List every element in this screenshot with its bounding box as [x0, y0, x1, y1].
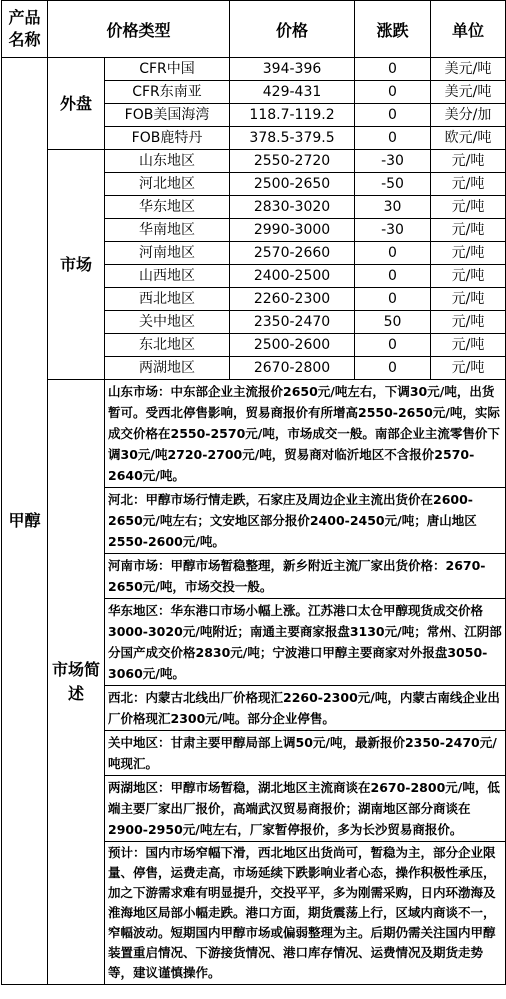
summary-paragraph: 河北：甲醇市场行情走跌，石家庄及周边企业主流出货价在2600-2650元/吨左右；文安地区部分报价2400-2450元/吨；唐山地区2550-2600元/吨。 — [105, 488, 506, 554]
row-unit: 美分/加 — [431, 104, 506, 127]
row-name: 关中地区 — [105, 311, 230, 334]
header-change: 涨跌 — [355, 1, 431, 58]
header-unit: 单位 — [431, 1, 506, 58]
row-price: 378.5-379.5 — [230, 127, 355, 150]
row-change: 0 — [355, 104, 431, 127]
table-row — [2, 150, 506, 173]
row-name: 华南地区 — [105, 219, 230, 242]
row-unit: 元/吨 — [431, 334, 506, 357]
row-price: 2570-2660 — [230, 242, 355, 265]
row-change: 0 — [355, 81, 431, 104]
row-unit: 元/吨 — [431, 219, 506, 242]
row-change: 0 — [355, 288, 431, 311]
product-name: 甲醇 — [2, 58, 48, 985]
row-price: 2990-3000 — [230, 219, 355, 242]
row-name: 西北地区 — [105, 288, 230, 311]
row-unit: 元/吨 — [431, 242, 506, 265]
row-change: 0 — [355, 58, 431, 81]
row-price: 2550-2720 — [230, 150, 355, 173]
header-price-type: 价格类型 — [48, 1, 230, 58]
row-unit: 元/吨 — [431, 265, 506, 288]
row-name: 河北地区 — [105, 173, 230, 196]
row-change: 0 — [355, 127, 431, 150]
row-name: 河南地区 — [105, 242, 230, 265]
row-price: 2260-2300 — [230, 288, 355, 311]
row-name: CFR中国 — [105, 58, 230, 81]
row-change: 0 — [355, 242, 431, 265]
section-external: 外盘 — [48, 58, 105, 150]
row-change: 0 — [355, 357, 431, 380]
row-change: -30 — [355, 150, 431, 173]
row-unit: 元/吨 — [431, 173, 506, 196]
table-row — [2, 58, 506, 81]
row-unit: 元/吨 — [431, 196, 506, 219]
summary-paragraph: 关中地区：甘肃主要甲醇局部上调50元/吨，最新报价2350-2470元/吨现汇。 — [105, 731, 506, 776]
row-price: 394-396 — [230, 58, 355, 81]
summary-paragraph: 河南市场：甲醇市场暂稳整理，新乡附近主流厂家出货价格：2670-2650元/吨，市场交投一般。 — [105, 554, 506, 599]
row-name: FOB美国海湾 — [105, 104, 230, 127]
row-name: 两湖地区 — [105, 357, 230, 380]
row-unit: 美元/吨 — [431, 58, 506, 81]
summary-paragraph: 西北：内蒙古北线出厂价格现汇2260-2300元/吨，内蒙古南线企业出厂价格现汇2300元/吨。部分企业停售。 — [105, 686, 506, 731]
row-unit: 元/吨 — [431, 357, 506, 380]
row-price: 2670-2800 — [230, 357, 355, 380]
row-unit: 欧元/吨 — [431, 127, 506, 150]
row-price: 2500-2650 — [230, 173, 355, 196]
row-change: 30 — [355, 196, 431, 219]
section-summary: 市场简 述 — [48, 380, 105, 985]
row-unit: 元/吨 — [431, 288, 506, 311]
header-product: 产品 名称 — [2, 1, 48, 58]
header-price: 价格 — [230, 1, 355, 58]
section-market: 市场 — [48, 150, 105, 380]
header-row — [2, 1, 506, 58]
row-price: 2350-2470 — [230, 311, 355, 334]
row-name: 华东地区 — [105, 196, 230, 219]
row-name: 山东地区 — [105, 150, 230, 173]
row-price: 2500-2600 — [230, 334, 355, 357]
summary-row — [2, 380, 506, 488]
row-price: 2400-2500 — [230, 265, 355, 288]
summary-paragraph: 山东市场：中东部企业主流报价2650元/吨左右，下调30元/吨，出货暂可。受西北停售影响，贸易商报价有所增高2550-2650元/吨，实际成交价格在2550-2570元/吨，市场成交一般。南部企业主流零售价下调30元/吨2720-2700元/吨，贸易商对临沂地区不含报价2570-2640元/吨。 — [105, 380, 506, 488]
row-name: 山西地区 — [105, 265, 230, 288]
row-change: 0 — [355, 265, 431, 288]
row-change: 0 — [355, 334, 431, 357]
row-unit: 元/吨 — [431, 150, 506, 173]
row-change: -30 — [355, 219, 431, 242]
row-change: 50 — [355, 311, 431, 334]
summary-paragraph: 两湖地区：甲醇市场暂稳，湖北地区主流商谈在2670-2800元/吨，低端主要厂家出厂报价，高端武汉贸易商报价；湖南地区部分商谈在2900-2950元/吨左右，厂家暂停报价，多为长沙贸易商报价。 — [105, 776, 506, 842]
row-name: CFR东南亚 — [105, 81, 230, 104]
row-unit: 元/吨 — [431, 311, 506, 334]
summary-paragraph: 预计：国内市场窄幅下滑，西北地区出货尚可，暂稳为主，部分企业限量、停售，运费走高，市场延续下跌影响业者心态，操作积极性承压，加之下游需求难有明显提升，交投平平，多为刚需采购，日内环渤海及淮海地区局部小幅走跌。港口方面，期货震荡上行，区域内商谈不一，窄幅波动。短期国内甲醇市场或偏弱整理为主。后期仍需关注国内甲醇装置重启情况、下游接货情况、港口库存情况、运费情况及期货走势等，建议谨慎操作。 — [105, 842, 506, 985]
row-price: 429-431 — [230, 81, 355, 104]
row-price: 2830-3020 — [230, 196, 355, 219]
methanol-price-table — [1, 0, 506, 985]
summary-paragraph: 华东地区：华东港口市场小幅上涨。江苏港口太仓甲醇现货成交价格3000-3020元/吨附近；南通主要商家报盘3130元/吨；常州、江阴部分国产成交价格2830元/吨；宁波港口甲醇主要商家对外报盘3050-3060元/吨。 — [105, 599, 506, 686]
row-change: -50 — [355, 173, 431, 196]
row-unit: 美元/吨 — [431, 81, 506, 104]
row-price: 118.7-119.2 — [230, 104, 355, 127]
row-name: FOB鹿特丹 — [105, 127, 230, 150]
row-name: 东北地区 — [105, 334, 230, 357]
